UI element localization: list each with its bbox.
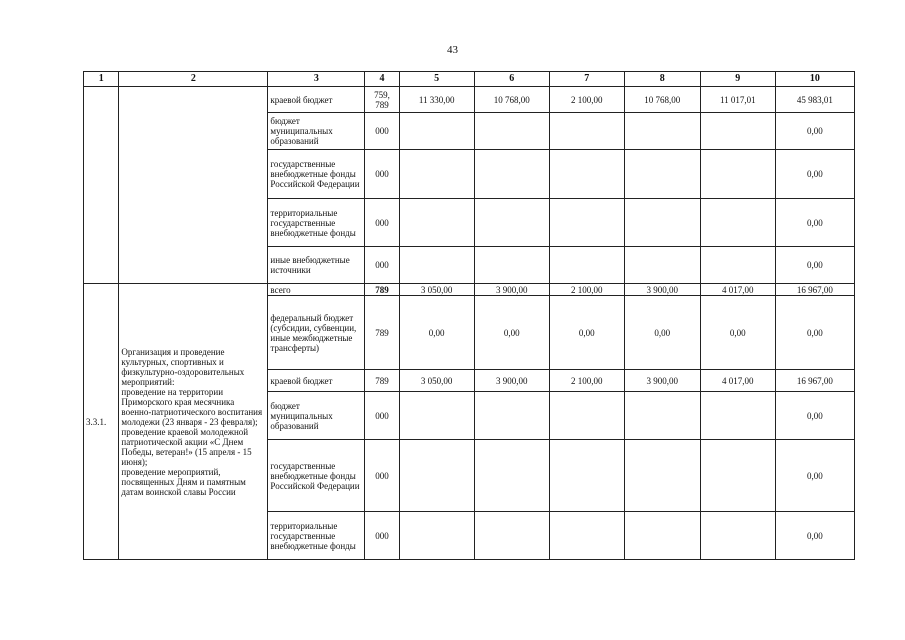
value-cell <box>474 150 549 199</box>
value-cell: 0,00 <box>700 296 775 370</box>
value-cell: 4 017,00 <box>700 284 775 296</box>
code-cell: 789 <box>365 296 399 370</box>
value-cell <box>624 392 700 440</box>
funding-source: федеральный бюджет (субсидии, субвенции, иные межбюджетные трансферты) <box>268 296 365 370</box>
value-cell <box>624 440 700 512</box>
code-cell: 000 <box>365 247 399 284</box>
total-cell: 0,00 <box>775 296 854 370</box>
value-cell <box>399 247 474 284</box>
code-cell: 789 <box>365 284 399 296</box>
funding-source: краевой бюджет <box>268 370 365 392</box>
code-cell: 000 <box>365 113 399 150</box>
total-cell: 16 967,00 <box>775 284 854 296</box>
value-cell <box>549 113 624 150</box>
value-cell <box>624 113 700 150</box>
total-cell: 0,00 <box>775 440 854 512</box>
header-cell: 3 <box>268 72 365 87</box>
value-cell: 3 900,00 <box>474 284 549 296</box>
total-cell: 16 967,00 <box>775 370 854 392</box>
value-cell: 0,00 <box>549 296 624 370</box>
value-cell: 2 100,00 <box>549 87 624 113</box>
item-number: 3.3.1. <box>84 284 119 560</box>
code-cell: 000 <box>365 512 399 560</box>
value-cell: 11 017,01 <box>700 87 775 113</box>
value-cell <box>624 150 700 199</box>
value-cell <box>399 150 474 199</box>
value-cell <box>700 199 775 247</box>
funding-source: территориальные государственные внебюджетные фонды <box>268 512 365 560</box>
value-cell <box>700 113 775 150</box>
value-cell <box>474 512 549 560</box>
value-cell <box>399 113 474 150</box>
value-cell: 3 900,00 <box>624 284 700 296</box>
value-cell <box>474 199 549 247</box>
value-cell: 10 768,00 <box>624 87 700 113</box>
header-cell: 8 <box>624 72 700 87</box>
value-cell: 4 017,00 <box>700 370 775 392</box>
total-cell: 45 983,01 <box>775 87 854 113</box>
item-description-cell-empty <box>119 87 268 284</box>
value-cell <box>700 392 775 440</box>
header-cell: 1 <box>84 72 119 87</box>
funding-source: иные внебюджетные источники <box>268 247 365 284</box>
value-cell <box>549 150 624 199</box>
value-cell: 3 900,00 <box>624 370 700 392</box>
funding-source: государственные внебюджетные фонды Российской Федерации <box>268 440 365 512</box>
code-cell: 789 <box>365 370 399 392</box>
code-cell: 000 <box>365 392 399 440</box>
funding-source: государственные внебюджетные фонды Российской Федерации <box>268 150 365 199</box>
value-cell: 3 050,00 <box>399 284 474 296</box>
value-cell <box>700 440 775 512</box>
code-cell: 000 <box>365 150 399 199</box>
funding-source: краевой бюджет <box>268 87 365 113</box>
value-cell <box>549 440 624 512</box>
item-number-cell-empty <box>84 87 119 284</box>
value-cell <box>474 440 549 512</box>
code-cell: 759, 789 <box>365 87 399 113</box>
value-cell <box>549 392 624 440</box>
value-cell <box>624 247 700 284</box>
value-cell: 10 768,00 <box>474 87 549 113</box>
value-cell <box>399 440 474 512</box>
value-cell <box>399 392 474 440</box>
header-row <box>84 72 855 87</box>
value-cell <box>700 247 775 284</box>
table-row <box>84 284 855 296</box>
value-cell <box>474 247 549 284</box>
total-cell: 0,00 <box>775 247 854 284</box>
funding-source: бюджет муниципальных образований <box>268 113 365 150</box>
total-cell: 0,00 <box>775 199 854 247</box>
code-cell: 000 <box>365 199 399 247</box>
funding-source: бюджет муниципальных образований <box>268 392 365 440</box>
value-cell <box>549 512 624 560</box>
value-cell <box>474 392 549 440</box>
funding-source: всего <box>268 284 365 296</box>
header-cell: 10 <box>775 72 854 87</box>
value-cell <box>549 199 624 247</box>
table-row <box>84 87 855 113</box>
header-cell: 9 <box>700 72 775 87</box>
item-description: Организация и проведение культурных, спортивных и физкультурно-оздоровительных мероприятий: проведение на территории Приморского края месячника военно-патриотического воспитания молодежи (23 января - 23 февраля); проведение краевой молодежной патриотической акции «С Днем Победы, ветеран!» (15 апреля - 15 июня); проведение мероприятий, посвященных Дням и памятным датам воинской славы России <box>119 284 268 560</box>
value-cell <box>399 199 474 247</box>
header-cell: 4 <box>365 72 399 87</box>
value-cell <box>624 512 700 560</box>
funding-source: территориальные государственные внебюджетные фонды <box>268 199 365 247</box>
header-cell: 6 <box>474 72 549 87</box>
budget-table <box>83 71 855 560</box>
header-cell: 2 <box>119 72 268 87</box>
value-cell: 3 050,00 <box>399 370 474 392</box>
value-cell: 0,00 <box>474 296 549 370</box>
value-cell: 0,00 <box>624 296 700 370</box>
value-cell: 11 330,00 <box>399 87 474 113</box>
code-cell: 000 <box>365 440 399 512</box>
value-cell <box>700 512 775 560</box>
value-cell: 3 900,00 <box>474 370 549 392</box>
total-cell: 0,00 <box>775 113 854 150</box>
page-number: 43 <box>447 44 458 56</box>
total-cell: 0,00 <box>775 512 854 560</box>
value-cell <box>700 150 775 199</box>
value-cell: 2 100,00 <box>549 370 624 392</box>
header-cell: 7 <box>549 72 624 87</box>
header-cell: 5 <box>399 72 474 87</box>
value-cell <box>624 199 700 247</box>
total-cell: 0,00 <box>775 150 854 199</box>
value-cell <box>549 247 624 284</box>
total-cell: 0,00 <box>775 392 854 440</box>
value-cell <box>474 113 549 150</box>
value-cell: 0,00 <box>399 296 474 370</box>
value-cell: 2 100,00 <box>549 284 624 296</box>
value-cell <box>399 512 474 560</box>
